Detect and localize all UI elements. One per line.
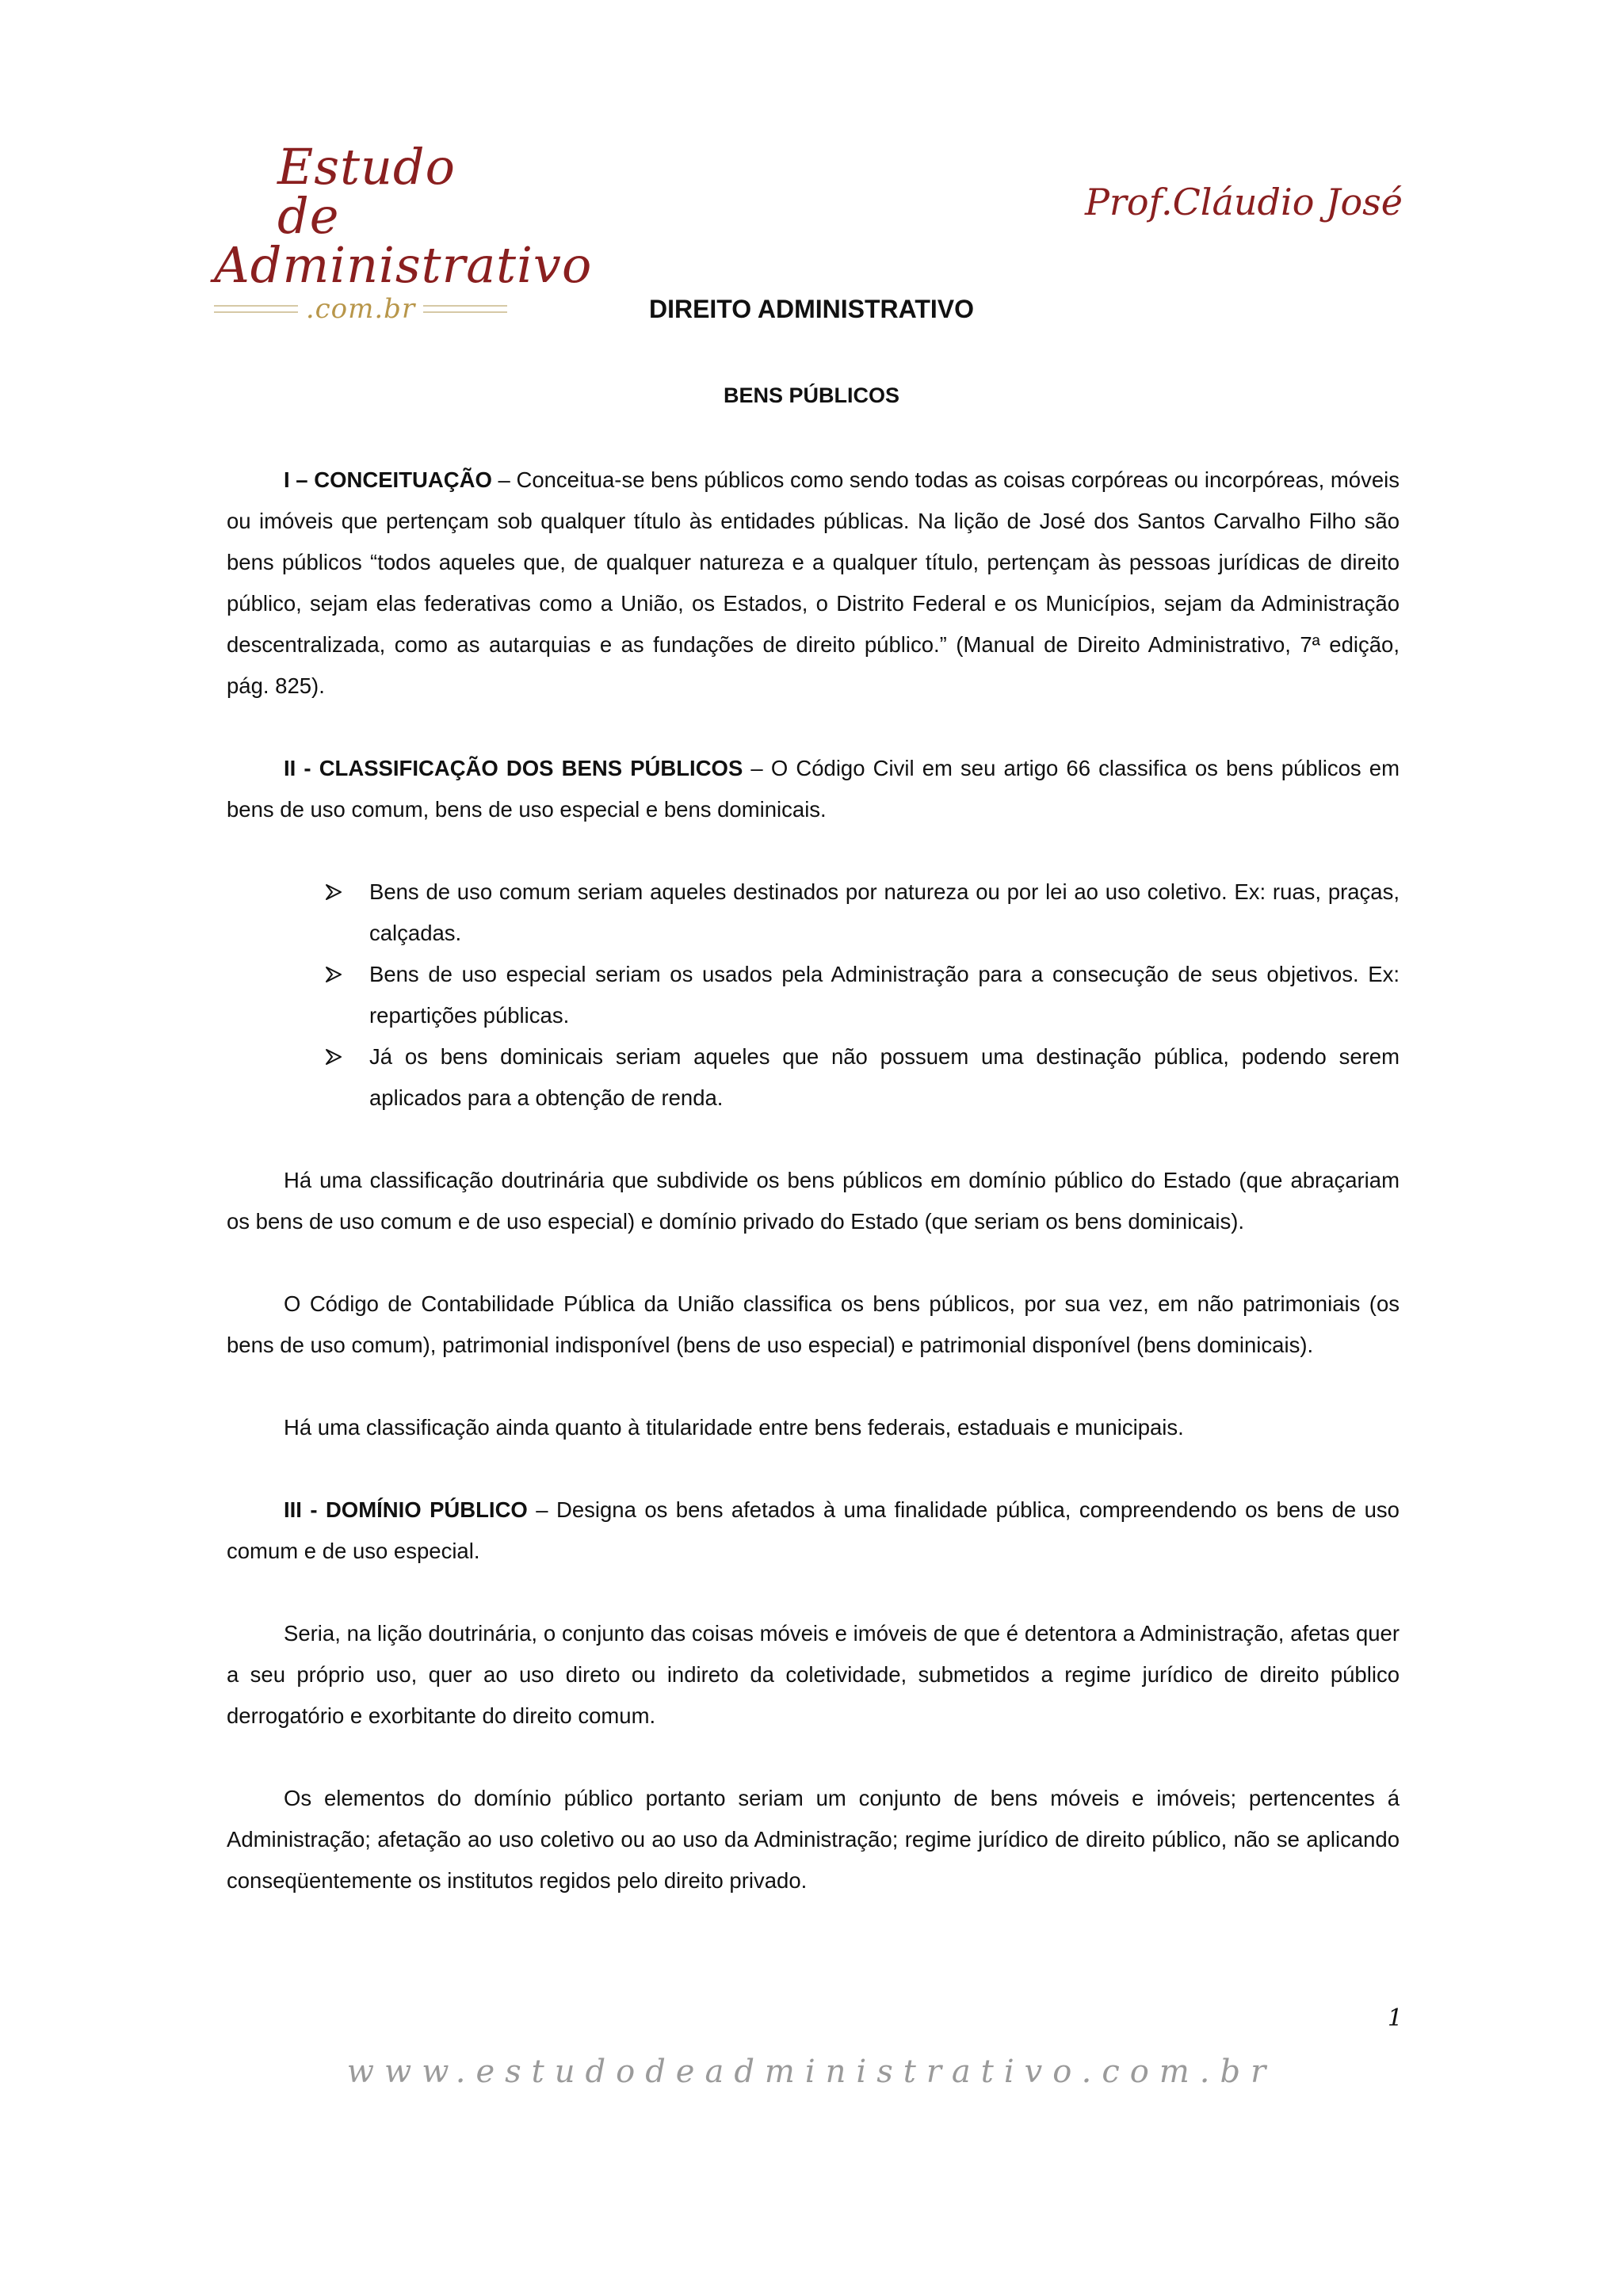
author-signature: Prof.Cláudio José	[1084, 181, 1403, 223]
section-text-dominio: – Designa os bens afetados à uma finalidade pública, compreendendo os bens de uso comum e de uso especial.	[227, 1497, 1400, 1563]
arrow-bullet-icon	[325, 954, 349, 995]
section-heading-classificacao: II - CLASSIFICAÇÃO DOS BENS PÚBLICOS	[284, 756, 743, 780]
list-item	[325, 954, 1400, 1036]
list-item-text: Bens de uso especial seriam os usados pela Administração para a consecução de seus objetivos. Ex: repartições públicas.	[369, 962, 1400, 1028]
list-item-text: Já os bens dominicais seriam aqueles que não possuem uma destinação pública, podendo serem aplicados para a obtenção de renda.	[369, 1044, 1400, 1110]
paragraph-doutrinaria: Há uma classificação doutrinária que subdivide os bens públicos em domínio público do Estado (que abraçariam os bens de uso comum e de uso especial) e domínio privado do Estado (que seriam os bens dominicais).	[227, 1168, 1400, 1234]
paragraph-licao-doutrinaria: Seria, na lição doutrinária, o conjunto das coisas móveis e imóveis de que é detentora a Administração, afetas quer a seu próprio uso, quer ao uso direto ou indireto da coletividade, submetidos a regime jurídico de direito público derrogatório e exorbitante do direito comum.	[227, 1621, 1400, 1728]
page-number: 1	[1387, 2004, 1403, 2032]
document-title: DIREITO ADMINISTRATIVO	[648, 295, 975, 323]
section-classificacao	[227, 748, 1400, 830]
footer-url: www.estudodeadministrativo.com.br	[346, 2054, 1277, 2090]
arrow-bullet-icon	[325, 1036, 349, 1077]
document-body	[227, 460, 1400, 1901]
paragraph-elementos: Os elementos do domínio público portanto seriam um conjunto de bens móveis e imóveis; pertencentes á Administração; afetação ao uso coletivo ou ao uso da Administração; regime jurídico de direito público, não se aplicando conseqüentemente os institutos regidos pelo direito privado.	[227, 1786, 1400, 1893]
logo-line-2: Administrativo	[214, 236, 593, 294]
list-item	[325, 871, 1400, 954]
section-conceituacao	[227, 460, 1400, 707]
logo-domain: .com.br	[305, 293, 416, 325]
arrow-bullet-icon	[325, 871, 349, 913]
document-subtitle: BENS PÚBLICOS	[723, 383, 900, 407]
section-heading-conceituacao: I – CONCEITUAÇÃO	[284, 467, 492, 492]
section-text-classificacao: – O Código Civil em seu artigo 66 classifica os bens públicos em bens de uso comum, bens de uso especial e bens dominicais.	[227, 756, 1400, 822]
logo-line-1: Estudo de	[277, 138, 456, 245]
section-text-conceituacao: – Conceitua-se bens públicos como sendo todas as coisas corpóreas ou incorpóreas, móveis ou imóveis que pertençam sob qualquer título às entidades públicas. Na lição de José dos Santos Carvalho Filho são bens públicos “todos aqueles que, de qualquer natureza e a qualquer título, pertençam às pessoas jurídicas de direito público, sejam elas federativas como a União, os Estados, o Distrito Federal e os Municípios, sejam da Administração descentralizada, como as autarquias e as fundações de direito público.” (Manual de Direito Administrativo, 7ª edição, pág. 825).	[227, 467, 1400, 698]
list-item	[325, 1036, 1400, 1119]
paragraph-codigo-contabilidade: O Código de Contabilidade Pública da União classifica os bens públicos, por sua vez, em não patrimoniais (os bens de uso comum), patrimonial indisponível (bens de uso especial) e patrimonial disponível (bens dominicais).	[227, 1291, 1400, 1357]
section-heading-dominio: III - DOMÍNIO PÚBLICO	[284, 1497, 528, 1522]
paragraph-titularidade: Há uma classificação ainda quanto à titularidade entre bens federais, estaduais e municipais.	[284, 1415, 1184, 1440]
classification-list	[227, 871, 1400, 1119]
list-item-text: Bens de uso comum seriam aqueles destinados por natureza ou por lei ao uso coletivo. Ex: ruas, praças, calçadas.	[369, 879, 1400, 945]
section-dominio	[227, 1489, 1400, 1572]
